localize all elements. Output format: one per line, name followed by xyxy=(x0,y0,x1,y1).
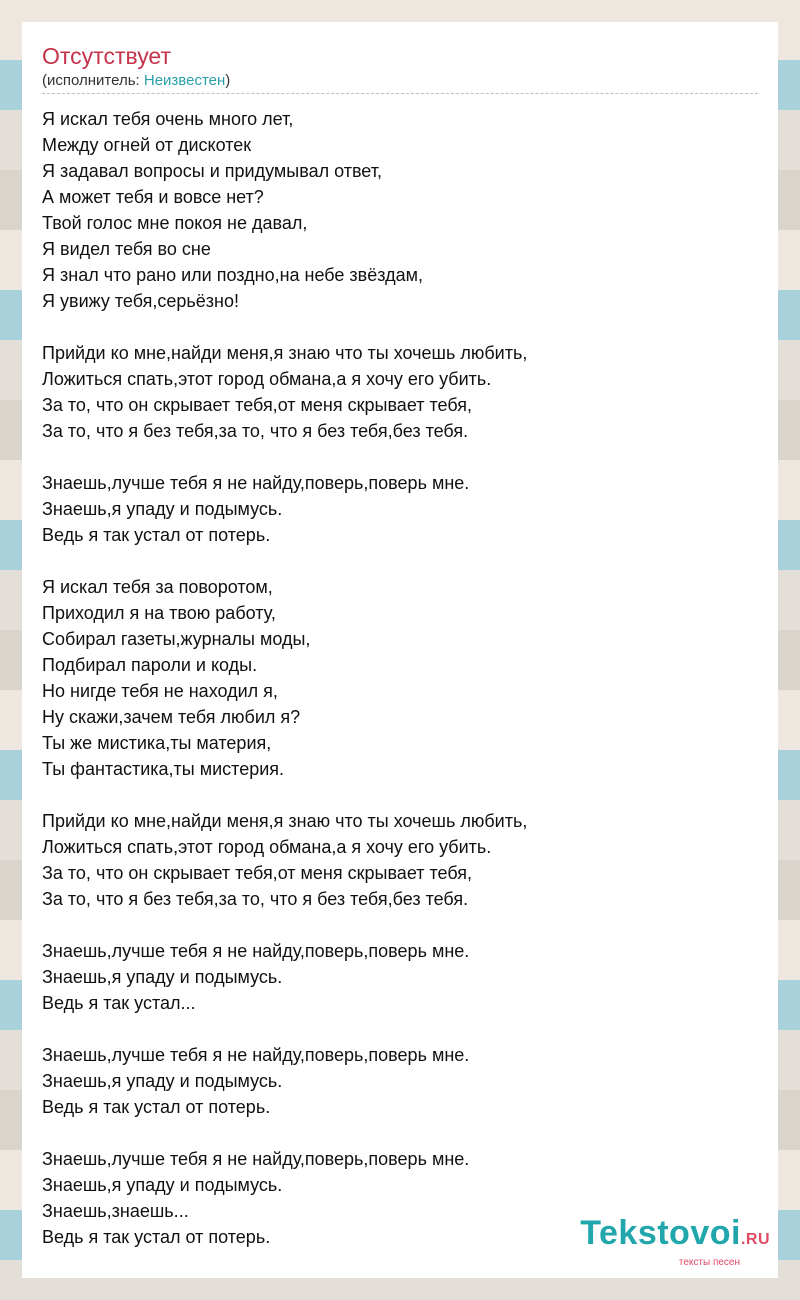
lyrics-stanza xyxy=(42,808,762,912)
lyrics-line: Ну скажи,зачем тебя любил я? xyxy=(42,707,301,727)
lyrics-line: Я увижу тебя,серьёзно! xyxy=(42,291,239,311)
lyrics-line: Знаешь,знаешь... xyxy=(42,1201,189,1221)
lyrics-line: Знаешь,лучше тебя я не найду,поверь,поверь мне. xyxy=(42,1045,470,1065)
lyrics-line: Знаешь,лучше тебя я не найду,поверь,поверь мне. xyxy=(42,941,470,961)
lyrics-stanza xyxy=(42,938,762,1016)
lyrics-line: Ведь я так устал... xyxy=(42,993,196,1013)
lyrics-line: Ложиться спать,этот город обмана,а я хочу его убить. xyxy=(42,369,492,389)
lyrics-line: За то, что он скрывает тебя,от меня скрывает тебя, xyxy=(42,395,472,415)
logo-tld: .RU xyxy=(740,1231,770,1248)
lyrics-line: Знаешь,лучше тебя я не найду,поверь,поверь мне. xyxy=(42,1149,470,1169)
logo-name: Tekstovoi xyxy=(580,1214,741,1252)
lyrics-line: Твой голос мне покоя не давал, xyxy=(42,213,308,233)
lyrics-stanza xyxy=(42,574,762,782)
lyrics-line: Прийди ко мне,найди меня,я знаю что ты хочешь любить, xyxy=(42,811,528,831)
lyrics-line: За то, что я без тебя,за то, что я без тебя,без тебя. xyxy=(42,421,469,441)
lyrics-line: Между огней от дискотек xyxy=(42,135,252,155)
lyrics-line: Ты фантастика,ты мистерия. xyxy=(42,759,285,779)
lyrics-line: Ведь я так устал от потерь. xyxy=(42,1227,271,1247)
lyrics-line: Собирал газеты,журналы моды, xyxy=(42,629,311,649)
lyrics-line: За то, что я без тебя,за то, что я без тебя,без тебя. xyxy=(42,889,469,909)
lyrics-line: Подбирал пароли и коды. xyxy=(42,655,258,675)
lyrics-stanza xyxy=(42,470,762,548)
lyrics-line: Приходил я на твою работу, xyxy=(42,603,276,623)
song-title: Отсутствует xyxy=(42,43,171,69)
lyrics-line: Прийди ко мне,найди меня,я знаю что ты хочешь любить, xyxy=(42,343,528,363)
lyrics-line: Знаешь,лучше тебя я не найду,поверь,поверь мне. xyxy=(42,473,470,493)
lyrics-line: Ведь я так устал от потерь. xyxy=(42,525,271,545)
artist-line xyxy=(42,71,230,91)
lyrics-line: Знаешь,я упаду и подымусь. xyxy=(42,1071,283,1091)
lyrics-line: Но нигде тебя не находил я, xyxy=(42,681,278,701)
title-divider xyxy=(42,93,758,94)
lyrics-card xyxy=(22,22,778,1278)
lyrics-line: Ведь я так устал от потерь. xyxy=(42,1097,271,1117)
lyrics-line: Знаешь,я упаду и подымусь. xyxy=(42,1175,283,1195)
lyrics-line: Ты же мистика,ты материя, xyxy=(42,733,272,753)
lyrics-text xyxy=(42,106,762,1276)
artist-link[interactable]: Неизвестен xyxy=(143,72,226,89)
lyrics-line: А может тебя и вовсе нет? xyxy=(42,187,264,207)
lyrics-stanza xyxy=(42,340,762,444)
lyrics-line: Знаешь,я упаду и подымусь. xyxy=(42,967,283,987)
artist-prefix: (исполнитель: xyxy=(42,72,144,89)
lyrics-line: Я искал тебя за поворотом, xyxy=(42,577,273,597)
lyrics-line: За то, что он скрывает тебя,от меня скрывает тебя, xyxy=(42,863,472,883)
lyrics-line: Ложиться спать,этот город обмана,а я хочу его убить. xyxy=(42,837,492,857)
lyrics-stanza xyxy=(42,1042,762,1120)
lyrics-line: Я задавал вопросы и придумывал ответ, xyxy=(42,161,382,181)
logo-tagline: тексты песен xyxy=(678,1257,740,1268)
lyrics-line: Знаешь,я упаду и подымусь. xyxy=(42,499,283,519)
lyrics-stanza xyxy=(42,106,762,314)
lyrics-line: Я знал что рано или поздно,на небе звёздам, xyxy=(42,265,423,285)
site-logo[interactable] xyxy=(580,1216,770,1268)
artist-suffix: ) xyxy=(225,72,231,89)
lyrics-line: Я видел тебя во сне xyxy=(42,239,211,259)
lyrics-line: Я искал тебя очень много лет, xyxy=(42,109,294,129)
